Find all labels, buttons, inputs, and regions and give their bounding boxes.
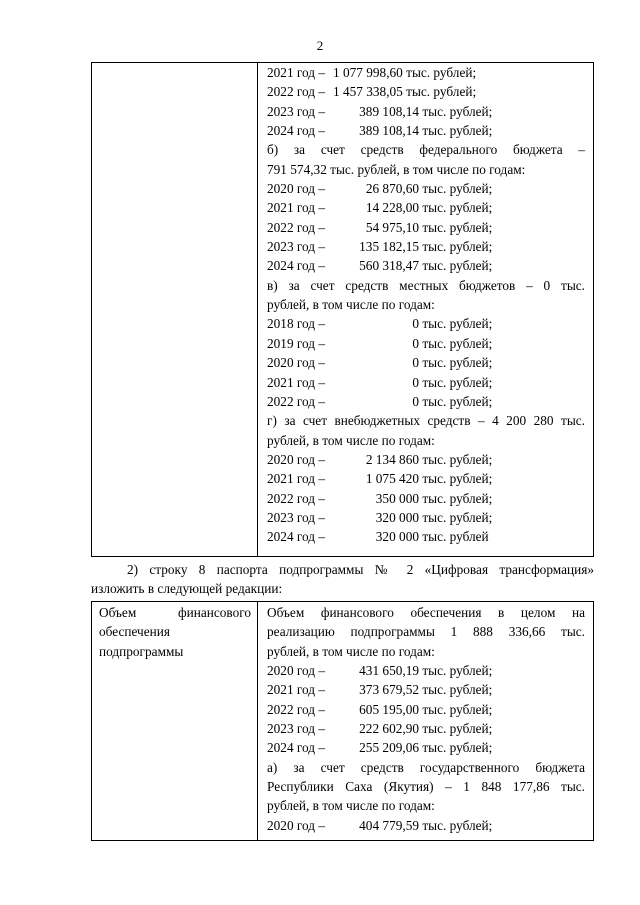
page-number: 2 xyxy=(316,38,324,53)
federal-heading-cont: 791 574,32 тыс. рублей, в том числе по годам: xyxy=(267,161,526,177)
table-row: 2024 год – 389 108,14 тыс. рублей; xyxy=(267,123,493,139)
amendment-line-2: изложить в следующей редакции: xyxy=(91,581,283,596)
table-row: 2023 год – 222 602,90 тыс. рублей; xyxy=(267,721,493,737)
table-row: 2024 год – 560 318,47 тыс. рублей; xyxy=(267,258,493,274)
extra-budget-heading-cont: рублей, в том числе по годам: xyxy=(267,432,435,448)
table-row: 2020 год – 2 134 860 тыс. рублей; xyxy=(267,451,493,467)
table-row: 2022 год – 0 тыс. рублей; xyxy=(267,393,493,409)
table-row: 2023 год – 389 108,14 тыс. рублей; xyxy=(267,103,493,119)
table-row: 2022 год – 1 457 338,05 тыс. рублей; xyxy=(267,84,477,100)
table-row: 2021 год – 1 077 998,60 тыс. рублей; xyxy=(267,65,477,80)
state-budget-heading: а) за счет средств государственного бюджета xyxy=(267,759,585,775)
table-row: 2023 год – 320 000 тыс. рублей; xyxy=(267,509,493,525)
table-row: 2021 год – 1 075 420 тыс. рублей; xyxy=(267,471,493,487)
intro-line-2: реализацию подпрограммы 1 888 336,66 тыс. xyxy=(267,624,585,640)
table-row: 2021 год – 373 679,52 тыс. рублей; xyxy=(267,682,493,698)
intro-line-3: рублей, в том числе по годам: xyxy=(267,643,435,659)
table-row: 2019 год – 0 тыс. рублей; xyxy=(267,335,493,351)
table-row: 2020 год – 431 650,19 тыс. рублей; xyxy=(267,663,493,679)
table-row: 2024 год – 320 000 тыс. рублей xyxy=(267,529,489,545)
table-row: 2018 год – 0 тыс. рублей; xyxy=(267,316,493,332)
table-row: 2023 год – 135 182,15 тыс. рублей; xyxy=(267,239,493,255)
table-row: 2022 год – 350 000 тыс. рублей; xyxy=(267,490,493,506)
table-left-cell xyxy=(92,63,258,556)
table-row: 2021 год – 0 тыс. рублей; xyxy=(267,374,493,390)
local-heading-cont: рублей, в том числе по годам: xyxy=(267,297,435,313)
amendment-paragraph xyxy=(91,560,594,598)
table-row: 2024 год – 255 209,06 тыс. рублей; xyxy=(267,740,493,756)
left-cell-line-3: подпрограммы xyxy=(99,643,184,659)
amendment-line-1: 2) строку 8 паспорта подпрограммы № 2 «Цифровая трансформация» xyxy=(127,562,594,577)
local-heading: в) за счет средств местных бюджетов – 0 тыс. xyxy=(267,277,585,293)
left-cell-line-1: Объем финансового xyxy=(99,605,251,620)
table-row: 2020 год – 26 870,60 тыс. рублей; xyxy=(267,181,493,197)
table-right-cell xyxy=(258,63,593,556)
table-row: 2022 год – 54 975,10 тыс. рублей; xyxy=(267,219,493,235)
table-left-cell xyxy=(92,602,258,840)
table-row: 2020 год – 404 779,59 тыс. рублей; xyxy=(267,817,493,833)
table-right-cell xyxy=(258,602,593,840)
table-row: 2020 год – 0 тыс. рублей; xyxy=(267,355,493,371)
state-budget-heading-end: рублей, в том числе по годам: xyxy=(267,798,435,814)
table-row: 2021 год – 14 228,00 тыс. рублей; xyxy=(267,200,493,216)
federal-heading: б) за счет средств федерального бюджета – xyxy=(267,142,585,158)
state-budget-heading-cont: Республики Саха (Якутия) – 1 848 177,86 тыс. xyxy=(267,779,585,795)
financing-table-continued xyxy=(91,62,594,557)
intro-line-1: Объем финансового обеспечения в целом на xyxy=(267,605,585,620)
left-cell-line-2: обеспечения xyxy=(99,624,170,640)
financing-table-subprogram-2 xyxy=(91,601,594,841)
table-row: 2022 год – 605 195,00 тыс. рублей; xyxy=(267,701,493,717)
extra-budget-heading: г) за счет внебюджетных средств – 4 200 280 тыс. xyxy=(267,413,585,429)
